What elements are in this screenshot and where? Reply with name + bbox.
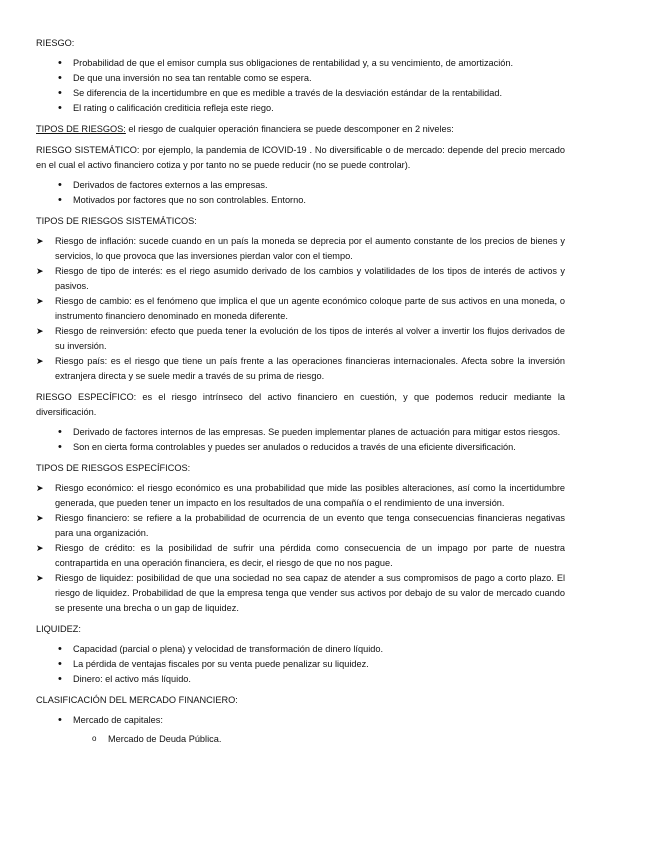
list-item: ➤ Riesgo de cambio: es el fenómeno que implica el que un agente económico coloque parte de sus activos en una moneda, o instrumento financiero denominado en moneda diferente. [36, 294, 565, 324]
list-item: ➤ Riesgo financiero: se refiere a la probabilidad de ocurrencia de un evento que tenga consecuencias financieras negativas para una organización. [36, 511, 565, 541]
tipos-sistematicos-list [36, 234, 565, 384]
list-item: ➤ Riesgo de liquidez: posibilidad de que una sociedad no sea capaz de atender a sus compromisos de pago a corto plazo. El riesgo de liquidez. Probabilidad de que la empresa tenga que vender sus activos por debajo de su valor de mercado cuando se presente una brecha o un gap de liquidez. [36, 571, 565, 616]
liquidez-list [36, 642, 565, 687]
list-item: • Derivados de factores externos a las empresas. [36, 178, 565, 193]
heading-riesgo: RIESGO: [36, 38, 75, 48]
list-item: • El rating o calificación crediticia refleja este riego. [36, 101, 565, 116]
list-item: • Son en cierta forma controlables y puedes ser anulados o reducidos a través de una eficiente diversificación. [36, 440, 565, 455]
list-item: ➤ Riesgo económico: el riesgo económico es una probabilidad que mide las posibles alteraciones, así como la incertidumbre generada, que pueden tener un impacto en los resultados de una compañía o el rendimiento de una inversión. [36, 481, 565, 511]
tipos-paragraph [36, 122, 565, 137]
list-item: • Mercado de capitales: [36, 713, 565, 728]
list-item: ➤ Riesgo país: es el riesgo que tiene un país frente a las operaciones financieras internacionales. Afecta sobre la inversión extranjera directa y se suele medir a través de su prima de riesgo. [36, 354, 565, 384]
sistematico-list [36, 178, 565, 208]
list-item: ➤ Riesgo de crédito: es la posibilidad de sufrir una pérdida como consecuencia de un impago por parte de nuestra contrapartida en una operación financiera, es decir, el riesgo de que no nos pague. [36, 541, 565, 571]
clasificacion-sublist [36, 732, 565, 747]
heading-tipos-sistematicos: TIPOS DE RIESGOS SISTEMÁTICOS: [36, 216, 197, 226]
list-item: • Probabilidad de que el emisor cumpla sus obligaciones de rentabilidad y, a su vencimiento, de amortización. [36, 56, 565, 71]
list-item: o Mercado de Deuda Pública. [36, 732, 565, 747]
riesgo-list [36, 56, 565, 116]
tipos-text: el riesgo de cualquier operación financiera se puede descomponer en 2 niveles: [125, 124, 454, 134]
list-item: ➤ Riesgo de inflación: sucede cuando en un país la moneda se deprecia por el aumento constante de los precios de bienes y servicios, lo que provoca que las inversiones pierdan valor con el tiempo. [36, 234, 565, 264]
list-item: ➤ Riesgo de reinversión: efecto que pueda tener la evolución de los tipos de interés al volver a invertir los flujos derivados de su inversión. [36, 324, 565, 354]
heading-clasificacion: CLASIFICACIÓN DEL MERCADO FINANCIERO: [36, 695, 238, 705]
especifico-paragraph: RIESGO ESPECÍFICO: es el riesgo intrínseco del activo financiero en cuestión, y que podemos reducir mediante la diversificación. [36, 392, 565, 417]
list-item: • Derivado de factores internos de las empresas. Se pueden implementar planes de actuación para mitigar estos riesgos. [36, 425, 565, 440]
tipos-especificos-list [36, 481, 565, 616]
list-item: • Dinero: el activo más líquido. [36, 672, 565, 687]
list-item: • Motivados por factores que no son controlables. Entorno. [36, 193, 565, 208]
list-item: ➤ Riesgo de tipo de interés: es el riego asumido derivado de los cambios y volatilidades de los tipos de interés de activos y pasivos. [36, 264, 565, 294]
list-item: • Capacidad (parcial o plena) y velocidad de transformación de dinero líquido. [36, 642, 565, 657]
list-item: • Se diferencia de la incertidumbre en que es medible a través de la desviación estándar de la rentabilidad. [36, 86, 565, 101]
especifico-list [36, 425, 565, 455]
list-item: • De que una inversión no sea tan rentable como se espera. [36, 71, 565, 86]
heading-liquidez: LIQUIDEZ: [36, 624, 81, 634]
list-item: • La pérdida de ventajas fiscales por su venta puede penalizar su liquidez. [36, 657, 565, 672]
tipos-label: TIPOS DE RIESGOS: [36, 124, 126, 134]
heading-tipos-especificos: TIPOS DE RIESGOS ESPECÍFICOS: [36, 463, 191, 473]
sistematico-paragraph: RIESGO SISTEMÁTICO: por ejemplo, la pandemia de lCOVID-19 . No diversificable o de mercado: depende del precio mercado en el cual el activo financiero cotiza y por tanto no se puede reducir (no se puede controlar). [36, 145, 565, 170]
clasificacion-list [36, 713, 565, 728]
